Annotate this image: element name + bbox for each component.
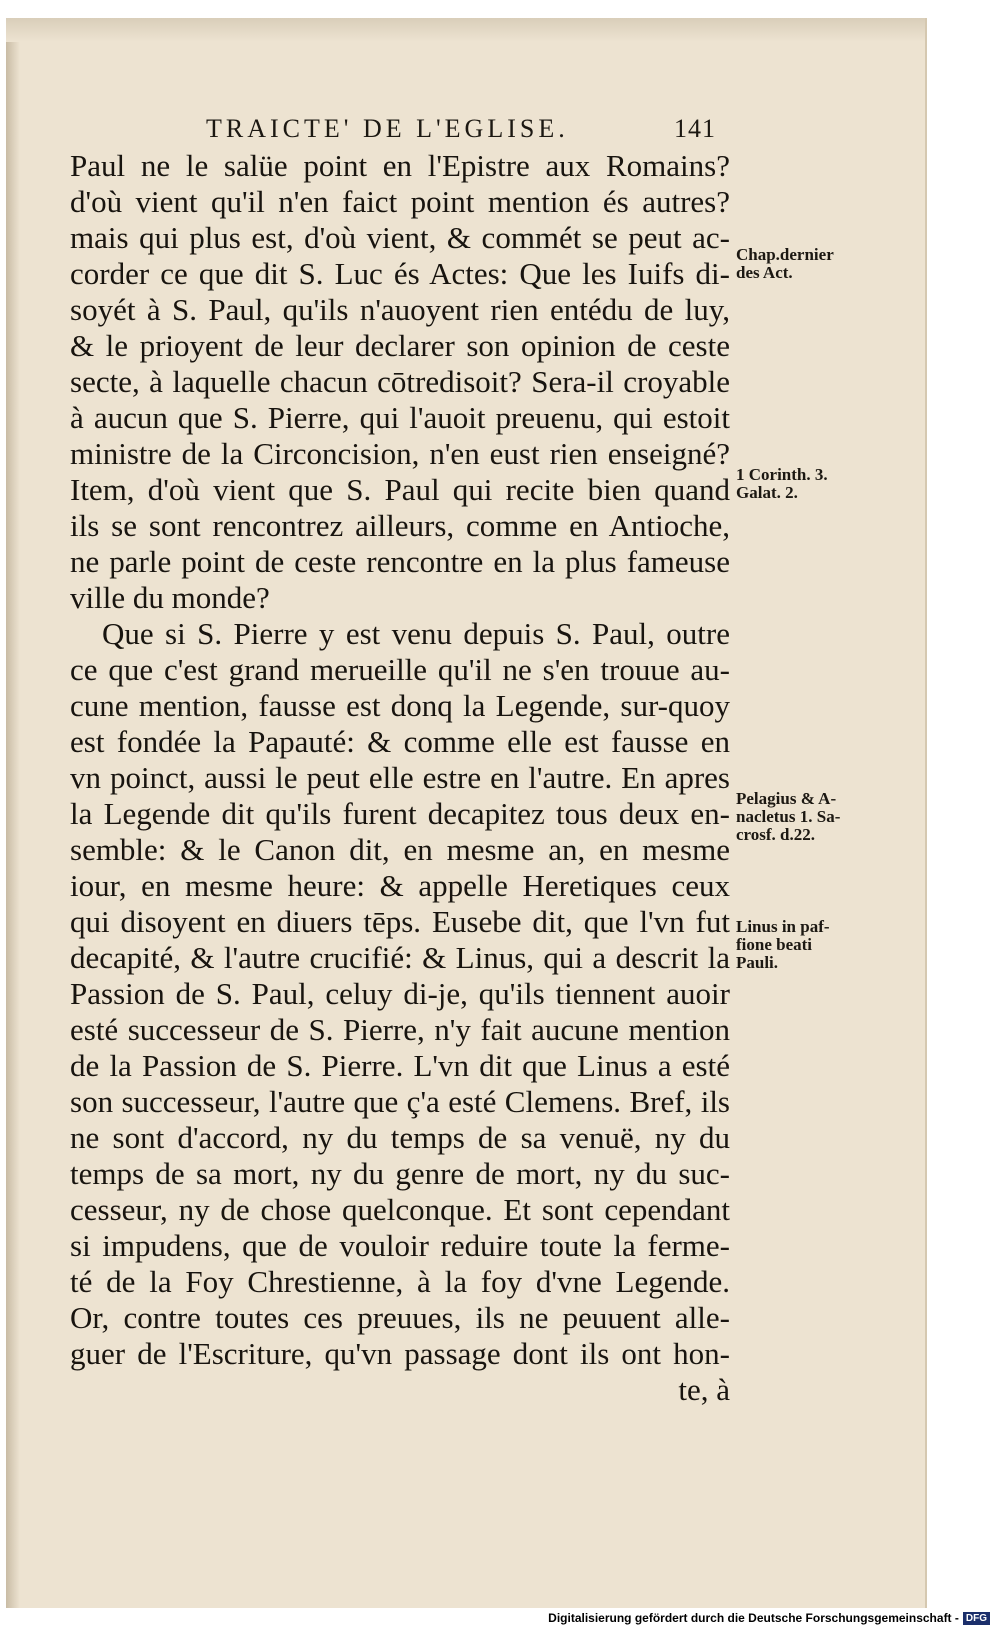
- running-title: TRAICTE' DE L'EGLISE.: [206, 114, 569, 143]
- text-line: ne sont d'accord, ny du temps de sa venuë, ny du: [70, 1120, 730, 1155]
- catchword: te, à: [678, 1372, 730, 1407]
- margin-note-line: fione beati: [736, 935, 813, 954]
- text-line: temps de sa mort, ny du genre de mort, ny du suc-: [70, 1156, 730, 1191]
- text-line: guer de l'Escriture, qu'vn passage dont ils ont hon-: [70, 1336, 730, 1371]
- text-line: est fondée la Papauté: & comme elle est fausse en: [70, 724, 730, 759]
- text-line: cune mention, fausse est donq la Legende, sur-quoy: [70, 688, 730, 723]
- text-line: esté successeur de S. Pierre, n'y fait aucune mention: [70, 1012, 730, 1047]
- text-line: té de la Foy Chrestienne, à la foy d'vne Legende.: [70, 1264, 730, 1299]
- margin-note-line: nacletus 1. Sa-: [736, 807, 841, 826]
- text-line: Que si S. Pierre y est venu depuis S. Paul, outre: [102, 616, 730, 651]
- margin-note-line: 1 Corinth. 3.: [736, 465, 828, 484]
- text-line: Or, contre toutes ces preuues, ils ne peuuent alle-: [70, 1300, 730, 1335]
- credit-text: Digitalisierung gefördert durch die Deutsche Forschungsgemeinschaft -: [548, 1611, 959, 1625]
- text-line: qui disoyent en diuers tēps. Eusebe dit, que l'vn fut: [70, 904, 730, 939]
- text-line: cesseur, ny de chose quelconque. Et sont cependant: [70, 1192, 730, 1227]
- margin-note-line: des Act.: [736, 263, 793, 282]
- digitization-credit: [548, 1611, 990, 1625]
- page-number: 141: [674, 114, 716, 143]
- text-line: Item, d'où vient que S. Paul qui recite bien quand: [70, 472, 730, 507]
- text-line: ministre de la Circoncision, n'en eust rien enseigné?: [70, 436, 730, 471]
- text-line: la Legende dit qu'ils furent decapitez tous deux en-: [70, 796, 730, 831]
- text-line: corder ce que dit S. Luc és Actes: Que les Iuifs di-: [70, 256, 730, 291]
- text-line: vn poinct, aussi le peut elle estre en l'autre. En apres: [70, 760, 730, 795]
- margin-note-line: Galat. 2.: [736, 483, 798, 502]
- margin-note-line: Pelagius & A-: [736, 789, 837, 808]
- dfg-logo: DFG: [963, 1612, 990, 1625]
- text-line: ville du monde?: [70, 580, 270, 615]
- text-line: Passion de S. Paul, celuy di-je, qu'ils tiennent auoir: [70, 976, 730, 1011]
- text-line: iour, en mesme heure: & appelle Heretiques ceux: [70, 868, 730, 903]
- text-line: ne parle point de ceste rencontre en la plus fameuse: [70, 544, 730, 579]
- margin-note: [736, 790, 866, 844]
- margin-note-line: Chap.dernier: [736, 245, 834, 264]
- book-page: [6, 18, 927, 1608]
- text-line: mais qui plus est, d'où vient, & commét se peut ac-: [70, 220, 730, 255]
- margin-note-line: Pauli.: [736, 953, 779, 972]
- text-line: secte, à laquelle chacun cōtredisoit? Sera-il croyable: [70, 364, 730, 399]
- text-line: ils se sont rencontrez ailleurs, comme en Antioche,: [70, 508, 730, 543]
- text-line: Paul ne le salüe point en l'Epistre aux Romains?: [70, 148, 730, 183]
- text-line: à aucun que S. Pierre, qui l'auoit preuenu, qui estoit: [70, 400, 730, 435]
- text-line: d'où vient qu'il n'en faict point mention és autres?: [70, 184, 730, 219]
- margin-note: [736, 246, 866, 282]
- margin-note-line: Linus in paf-: [736, 917, 830, 936]
- margin-note: [736, 918, 866, 972]
- body-text: [70, 148, 730, 1408]
- text-line: si impudens, que de vouloir reduire toute la ferme-: [70, 1228, 730, 1263]
- text-line: soyét à S. Paul, qu'ils n'auoyent rien entédu de luy,: [70, 292, 730, 327]
- margin-note-line: crosf. d.22.: [736, 825, 816, 844]
- text-line: son successeur, l'autre que ç'a esté Clemens. Bref, ils: [70, 1084, 730, 1119]
- text-line: ce que c'est grand merueille qu'il ne s'en trouue au-: [70, 652, 730, 687]
- text-line: de la Passion de S. Pierre. L'vn dit que Linus a esté: [70, 1048, 730, 1083]
- margin-note: [736, 466, 866, 502]
- text-line: decapité, & l'autre crucifié: & Linus, qui a descrit la: [70, 940, 730, 975]
- text-line: & le prioyent de leur declarer son opinion de ceste: [70, 328, 730, 363]
- text-line: semble: & le Canon dit, en mesme an, en mesme: [70, 832, 730, 867]
